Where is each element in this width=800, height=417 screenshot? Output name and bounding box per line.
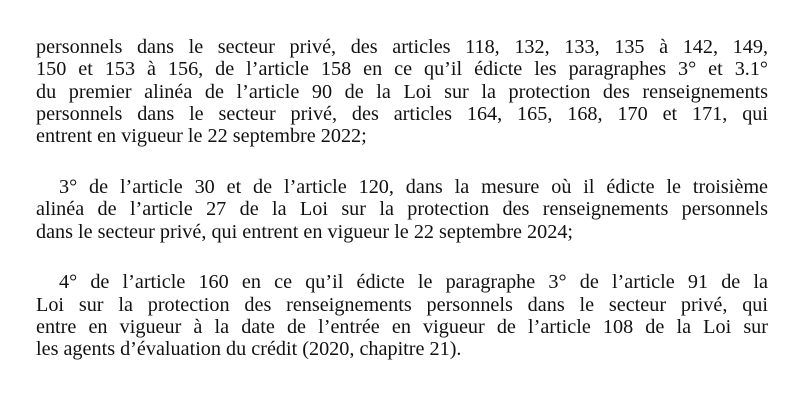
text-line: dans le secteur privé, qui entrent en vigueur le 22 septembre 2024;	[36, 221, 574, 243]
text-line: alinéa de l’article 27 de la Loi sur la protection des renseignements personnels	[36, 198, 768, 220]
text-line: 150 et 153 à 156, de l’article 158 en ce qu’il édicte les paragraphes 3° et 3.1°	[36, 58, 768, 80]
text-line: 3° de l’article 30 et de l’article 120, dans la mesure où il édicte le troisième	[59, 176, 768, 198]
text-line: personnels dans le secteur privé, des articles 164, 165, 168, 170 et 171, qui	[36, 103, 768, 125]
text-line: personnels dans le secteur privé, des articles 118, 132, 133, 135 à 142, 149,	[36, 36, 768, 58]
text-line: Loi sur la protection des renseignements personnels dans le secteur privé, qui	[36, 294, 768, 316]
text-line: 4° de l’article 160 en ce qu’il édicte le paragraphe 3° de l’article 91 de la	[59, 271, 768, 293]
text-line: du premier alinéa de l’article 90 de la Loi sur la protection des renseignements	[36, 81, 768, 103]
text-line: les agents d’évaluation du crédit (2020, chapitre 21).	[36, 338, 462, 360]
text-line: entrent en vigueur le 22 septembre 2022;	[36, 125, 367, 147]
text-line: entre en vigueur à la date de l’entrée en vigueur de l’article 108 de la Loi sur	[36, 316, 768, 338]
